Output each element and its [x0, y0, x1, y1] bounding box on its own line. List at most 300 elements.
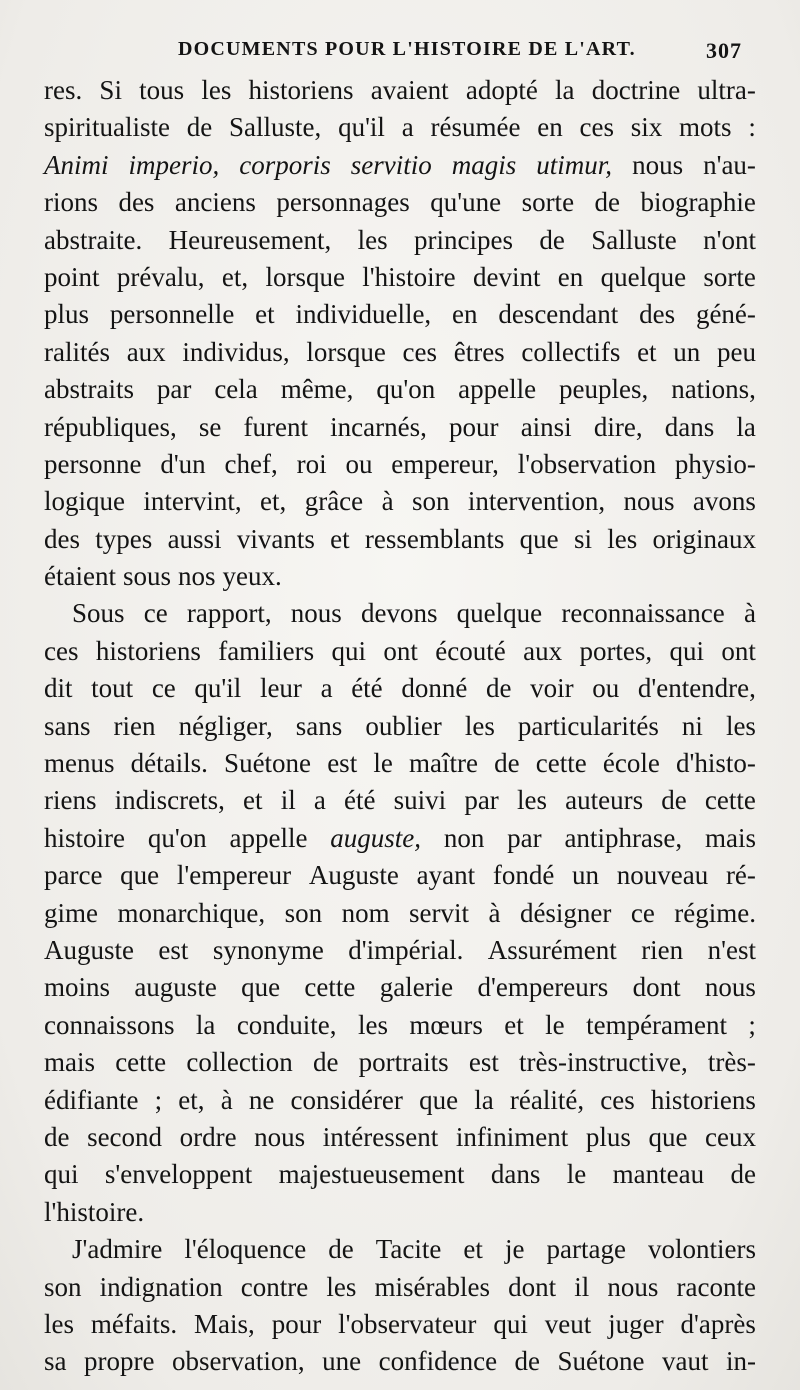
word: vaut: [662, 1346, 709, 1377]
word: en: [537, 112, 563, 143]
word: négliger,: [178, 710, 273, 741]
word: d'empereurs: [477, 972, 609, 1003]
word: ordre: [179, 1121, 237, 1152]
word: été: [344, 785, 376, 816]
word: ayant: [416, 860, 476, 891]
word: incarnés,: [330, 411, 427, 442]
word: ultra-: [697, 75, 756, 105]
word: très-instructive,: [519, 1047, 688, 1078]
word: aux: [523, 635, 563, 666]
word: méfaits.: [90, 1308, 178, 1339]
word: pour: [271, 1308, 322, 1339]
word: Auguste: [308, 860, 399, 891]
word: ont: [383, 635, 418, 666]
word: abstraits: [44, 374, 134, 405]
word: appelle: [229, 822, 308, 853]
word: de: [594, 187, 620, 218]
word: appelle: [458, 374, 537, 405]
word: son: [411, 486, 450, 517]
word: que: [419, 1084, 459, 1115]
word: personnages: [276, 187, 410, 218]
word: principes: [414, 224, 514, 255]
word: maître: [409, 748, 478, 779]
word: partage: [546, 1234, 626, 1265]
word: dont: [508, 1271, 557, 1302]
word: ce: [143, 598, 168, 629]
word: et,: [260, 486, 287, 517]
word: dont: [632, 972, 681, 1003]
word: l'histoire: [362, 261, 456, 292]
word: non: [443, 822, 485, 853]
word: raconte: [676, 1271, 756, 1302]
word: ces: [402, 336, 438, 367]
text-line: [44, 857, 756, 894]
word: rien: [641, 934, 684, 965]
word: servitio: [350, 149, 432, 180]
word: d'un: [160, 448, 206, 479]
word: de: [186, 112, 213, 143]
word: ;: [154, 1084, 163, 1115]
word: s'enveloppent: [104, 1159, 253, 1190]
text-line: [44, 1119, 756, 1156]
word: le: [566, 1159, 587, 1190]
word: les: [725, 710, 756, 741]
word: qui: [44, 1159, 79, 1190]
word: et: [255, 299, 275, 330]
word: par: [464, 785, 499, 816]
word: connaissons: [44, 1009, 175, 1040]
word: qu'on: [147, 822, 207, 853]
word: majestueusement: [278, 1159, 465, 1190]
word: collectifs: [521, 336, 621, 367]
word: histoire: [44, 822, 125, 853]
word: gime: [44, 897, 98, 928]
text-line: [44, 932, 756, 969]
word: le: [373, 748, 393, 779]
word: moins: [44, 972, 111, 1003]
word: même,: [280, 374, 354, 405]
word: sans: [44, 710, 91, 741]
word: indiscrets,: [114, 785, 225, 816]
text-line: [44, 708, 756, 745]
word: école: [602, 748, 660, 779]
word: imperio,: [128, 149, 220, 180]
word: cette: [304, 972, 356, 1003]
word: de: [730, 1159, 756, 1190]
word: les: [44, 1308, 74, 1339]
word: mots: [679, 112, 732, 143]
word: collection: [186, 1047, 293, 1078]
word: chef,: [224, 448, 278, 479]
word: ces: [579, 112, 614, 143]
word: auguste,: [330, 822, 422, 853]
word: ont: [721, 635, 756, 666]
word: second: [87, 1121, 163, 1152]
text-line: [44, 670, 756, 707]
word: nouveau: [616, 860, 709, 891]
text-line: [44, 782, 756, 819]
word: écouté: [435, 635, 506, 666]
word: l'éloquence: [184, 1234, 307, 1265]
word: qu'une: [430, 187, 502, 218]
word: les: [607, 523, 638, 554]
text-line: [44, 259, 756, 296]
word: prévalu,: [116, 261, 205, 292]
word: êtres: [453, 336, 505, 367]
word: furent: [243, 411, 309, 442]
word: sorte: [703, 261, 756, 292]
text-line: [44, 1269, 756, 1306]
word: historiens: [248, 75, 354, 105]
word: empereur,: [391, 448, 499, 479]
word: désigner: [519, 897, 612, 928]
word: l'empereur: [176, 860, 292, 891]
text-line: [44, 1194, 756, 1231]
word: est: [468, 1047, 499, 1078]
word: a: [320, 673, 333, 704]
word: sa: [44, 1346, 67, 1377]
word: abstraite.: [44, 224, 143, 255]
word: résumée: [430, 112, 521, 143]
word: géné-: [695, 299, 756, 330]
word: de: [514, 1346, 541, 1377]
word: qui: [331, 635, 367, 666]
word: riens: [44, 785, 97, 816]
text-line: [44, 521, 756, 558]
word: avons: [692, 486, 756, 517]
word: nous: [607, 1271, 659, 1302]
word: les: [464, 710, 495, 741]
word: tous: [139, 75, 185, 105]
word: yeux.: [222, 561, 282, 592]
running-title: DOCUMENTS POUR L'HISTOIRE DE L'ART.: [178, 38, 636, 60]
text-line: [44, 371, 756, 408]
word: misérables: [374, 1271, 490, 1302]
word: la: [474, 1084, 494, 1115]
word: quelque: [456, 598, 543, 629]
word: intervention,: [467, 486, 606, 517]
word: la: [736, 411, 756, 442]
word: sous: [122, 561, 171, 592]
word: et: [463, 1234, 483, 1265]
word: républiques,: [44, 411, 177, 442]
word: que: [648, 1121, 688, 1152]
word: d'impérial.: [348, 934, 464, 965]
word: nous: [290, 598, 342, 629]
word: individus,: [182, 336, 290, 367]
word: magis: [451, 149, 517, 180]
word: synonyme: [212, 934, 324, 965]
word: Assurément: [487, 934, 617, 965]
word: édifiante: [44, 1084, 139, 1115]
word: son: [284, 897, 323, 928]
word: nom: [341, 897, 390, 928]
word: suivi: [393, 785, 447, 816]
word: se: [198, 411, 222, 442]
word: d'entendre,: [637, 673, 756, 704]
word: est: [327, 748, 358, 779]
word: l'observateur: [338, 1308, 477, 1339]
word: antiphrase,: [564, 822, 683, 853]
word: ces: [600, 1084, 635, 1115]
word: parce: [44, 860, 103, 891]
word: des: [639, 299, 676, 330]
word: détails.: [130, 748, 208, 779]
word: lorsque: [265, 261, 345, 292]
word: cette: [535, 748, 587, 779]
word: propre: [83, 1346, 155, 1377]
word: manteau: [612, 1159, 705, 1190]
text-line: [44, 1156, 756, 1193]
word: rapport,: [186, 598, 272, 629]
word: volontiers: [647, 1234, 756, 1265]
word: anciens: [174, 187, 256, 218]
word: à: [743, 598, 756, 629]
word: aussi: [167, 523, 222, 554]
text-line: [44, 409, 756, 446]
text-line: [44, 558, 756, 595]
word: nous: [704, 972, 756, 1003]
word: pour: [449, 411, 499, 442]
word: Si: [99, 75, 122, 105]
word: une: [322, 1346, 362, 1377]
word: ressemblants: [364, 523, 505, 554]
word: à: [220, 1084, 233, 1115]
word: infiniment: [455, 1121, 569, 1152]
word: nous: [254, 1121, 306, 1152]
word: J'admire: [72, 1234, 163, 1265]
word: vivants: [236, 523, 315, 554]
word: par: [507, 822, 542, 853]
word: spiritualiste: [44, 112, 170, 143]
word: res.: [44, 75, 83, 105]
word: logique: [44, 486, 125, 517]
word: régime.: [674, 897, 756, 928]
word: six: [630, 112, 663, 143]
word: doctrine: [591, 75, 681, 105]
word: types: [95, 523, 153, 554]
word: ceux: [705, 1121, 756, 1152]
word: portraits: [358, 1047, 449, 1078]
word: dire,: [593, 411, 643, 442]
word: Salluste: [591, 224, 677, 255]
word: des: [44, 523, 80, 554]
word: plus: [44, 299, 90, 330]
word: si: [573, 523, 592, 554]
word: de: [494, 748, 520, 779]
text-line: [44, 1044, 756, 1081]
word: cette: [115, 1047, 167, 1078]
word: il: [280, 785, 296, 816]
word: menus: [44, 748, 115, 779]
word: quelque: [600, 261, 687, 292]
text-line: [44, 109, 756, 146]
word: dans: [664, 411, 715, 442]
word: individuelle,: [295, 299, 432, 330]
page-number: 307: [706, 38, 742, 63]
text-line: [44, 969, 756, 1006]
word: donné: [401, 673, 468, 704]
word: les: [516, 785, 547, 816]
word: et: [504, 1009, 524, 1040]
word: auteurs: [565, 785, 644, 816]
word: utimur,: [536, 149, 613, 180]
word: ou: [345, 448, 373, 479]
text-line: [44, 1343, 756, 1380]
word: confidence: [378, 1346, 498, 1377]
word: de: [313, 1047, 339, 1078]
word: l'observation: [517, 448, 657, 479]
word: historiens: [650, 1084, 756, 1115]
text-line: [44, 820, 756, 857]
word: fondé: [492, 860, 555, 891]
word: galerie: [379, 972, 454, 1003]
word: je: [504, 1234, 525, 1265]
word: personne: [44, 448, 142, 479]
word: adopté: [465, 75, 538, 105]
word: très-: [707, 1047, 756, 1078]
word: les: [357, 224, 388, 255]
word: devint: [472, 261, 541, 292]
word: les: [357, 1009, 388, 1040]
word: oublier: [365, 710, 442, 741]
word: de: [328, 1234, 354, 1265]
word: qu'on: [376, 374, 436, 405]
word: nous: [623, 486, 675, 517]
word: Salluste,: [229, 112, 322, 143]
word: nous: [632, 149, 684, 180]
word: ces: [44, 635, 79, 666]
text-line: [44, 446, 756, 483]
word: a: [313, 785, 326, 816]
word: intéressent: [322, 1121, 439, 1152]
word: veut: [544, 1308, 592, 1339]
word: aux: [126, 336, 166, 367]
text-line: [44, 483, 756, 520]
text-line: [44, 1306, 756, 1343]
word: portes,: [579, 635, 653, 666]
body-text: [44, 72, 756, 1381]
word: Heureusement,: [168, 224, 332, 255]
text-line: [44, 745, 756, 782]
word: particularités: [517, 710, 659, 741]
word: servit: [409, 897, 470, 928]
word: de: [661, 785, 687, 816]
word: cette: [704, 785, 756, 816]
word: est: [158, 934, 189, 965]
word: reconnaissance: [561, 598, 725, 629]
word: ainsi: [520, 411, 572, 442]
word: ne: [248, 1084, 275, 1115]
text-line: [44, 296, 756, 333]
word: que: [519, 523, 559, 554]
word: familiers: [218, 635, 315, 666]
word: mais: [704, 822, 756, 853]
word: tempérament: [586, 1009, 728, 1040]
word: descendant: [498, 299, 619, 330]
word: Mais,: [194, 1308, 255, 1339]
word: de: [539, 224, 565, 255]
text-line: [44, 895, 756, 932]
word: tout: [91, 673, 134, 704]
word: d'après: [680, 1308, 756, 1339]
word: Animi: [44, 149, 109, 180]
word: a: [401, 112, 414, 143]
word: ;: [748, 1009, 756, 1040]
word: dit: [44, 673, 73, 704]
word: qui: [669, 635, 705, 666]
word: l'histoire.: [44, 1196, 145, 1227]
word: personnelle: [109, 299, 235, 330]
text-line: [44, 1007, 756, 1044]
word: originaux: [652, 523, 756, 554]
word: à: [381, 486, 394, 517]
text-line: [44, 595, 756, 632]
word: n'au-: [703, 149, 756, 180]
word: et,: [178, 1084, 205, 1115]
text-line: [44, 334, 756, 371]
word: lorsque: [306, 336, 386, 367]
word: en: [452, 299, 478, 330]
word: la: [555, 75, 575, 105]
text-line: [44, 184, 756, 221]
word: par: [156, 374, 192, 405]
word: devons: [360, 598, 438, 629]
word: dans: [490, 1159, 541, 1190]
word: étaient: [44, 561, 116, 592]
word: sans: [295, 710, 343, 741]
word: son: [44, 1271, 82, 1302]
word: leur: [259, 673, 302, 704]
text-line: [44, 147, 756, 184]
word: Suétone: [557, 1346, 645, 1377]
text-line: [44, 1231, 756, 1268]
word: ou: [592, 673, 620, 704]
word: biographie: [640, 187, 756, 218]
word: nos: [177, 561, 216, 592]
word: Tacite: [375, 1234, 442, 1265]
word: que: [120, 860, 160, 891]
word: ce: [630, 897, 655, 928]
word: à: [488, 897, 501, 928]
word: il: [574, 1271, 590, 1302]
word: conduite,: [236, 1009, 337, 1040]
word: et,: [221, 261, 249, 292]
word: ni: [681, 710, 703, 741]
word: point: [44, 261, 100, 292]
word: qu'il: [194, 673, 242, 704]
word: avaient: [370, 75, 449, 105]
word: d'histo-: [676, 748, 756, 779]
word: intervint,: [143, 486, 242, 517]
word: corporis: [239, 149, 331, 180]
word: cela: [214, 374, 258, 405]
word: que: [241, 972, 281, 1003]
word: auguste: [134, 972, 217, 1003]
word: historiens: [95, 635, 201, 666]
word: la: [195, 1009, 216, 1040]
word: observation,: [171, 1346, 305, 1377]
word: les: [326, 1271, 357, 1302]
word: n'est: [707, 934, 756, 965]
word: ré-: [725, 860, 756, 891]
word: indignation: [99, 1271, 223, 1302]
word: été: [351, 673, 383, 704]
word: des: [118, 187, 155, 218]
word: voir: [530, 673, 574, 704]
text-line: [44, 1082, 756, 1119]
word: ralités: [44, 336, 110, 367]
